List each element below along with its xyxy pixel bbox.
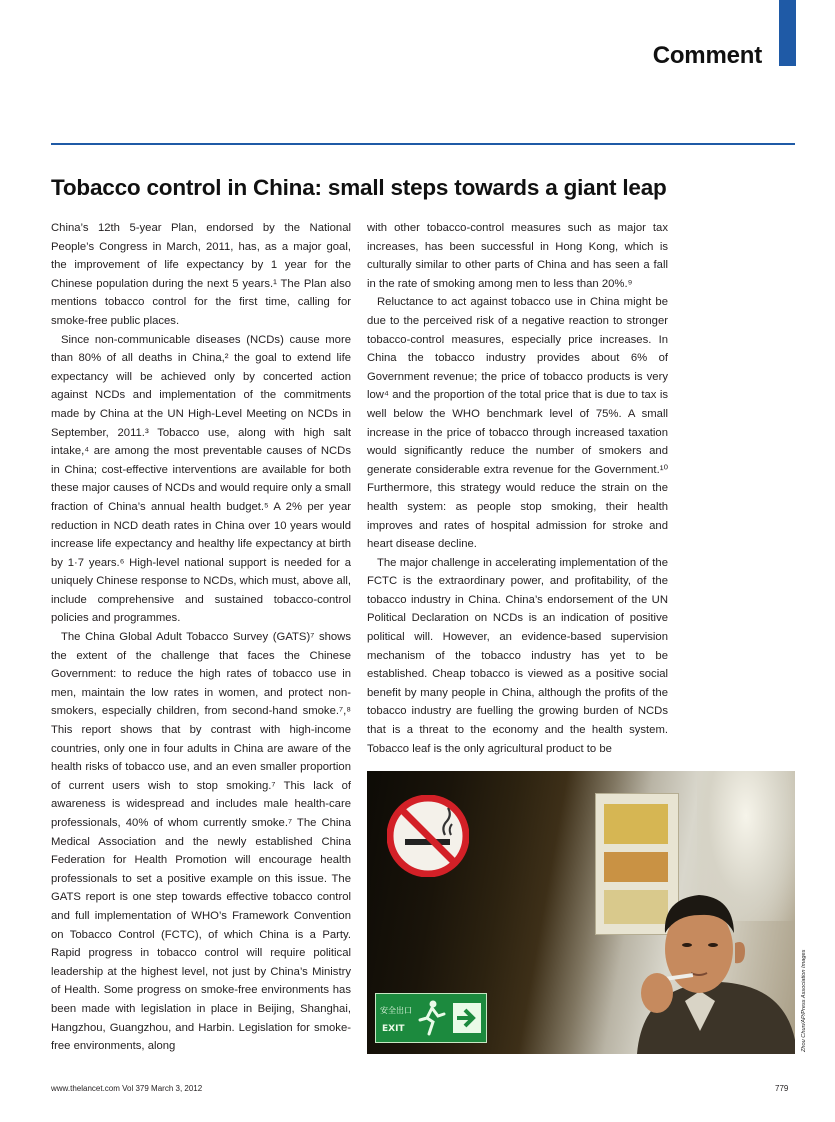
paragraph: The China Global Adult Tobacco Survey (GATS)⁷ shows the extent of the challenge that faces the Chinese Government: to reduce the high rates of tobacco use in men, maintain the low rates in women, and protect non-smokers, especially children, from second-hand smoke.⁷,⁸ This report shows that by contrast with high-income countries, only one in four adults in China are aware of the health risks of tobacco use, and an even smaller proportion of current users wish to stop smoking.⁷ This lack of awareness is widespread and includes male health-care professionals, 40% of whom currently smoke.⁷ The China Medical Association and the newly established China Federation for Health Promotion will encourage health professionals to set a positive example on this issue. The GATS report is one step towards effective tobacco control and full implementation of WHO’s Framework Convention on Tobacco Control (FCTC), of which China is a Party. Rapid progress in tobacco control will require political leadership at the highest level, not just by China’s Ministry of Health. Some progress on smoke-free environments has been made with legislation in place in Beijing, Shanghai, Hangzhou, Guangzhou, and Harbin. Legislation for smoke-free environments, along [51, 631, 351, 1053]
header-rule [51, 143, 795, 145]
paragraph: China’s 12th 5-year Plan, endorsed by the National People’s Congress in March, 2011, has, as a major goal, the improvement of life expectancy by 1 year for the Chinese population during the next 5 years.¹ The Plan also mentions tobacco control for the first time, calling for smoke-free public places. [51, 222, 351, 327]
section-label: Comment [652, 42, 762, 69]
paragraph: The major challenge in accelerating implementation of the FCTC is the extraordinary power, and profitability, of the tobacco industry in China. China’s endorsement of the UN Political Declaration on NCDs is an indication of positive political will. However, an evidence-based supervision mechanism of the tobacco industry has yet to be established. Cheap tobacco is viewed as a positive social benefit by many people in China, although the profits of the tobacco industry are fuelling the growing burden of NCDs that is a threat to the economy and the health system. Tobacco leaf is the only agricultural product to be [367, 556, 668, 755]
article-title: Tobacco control in China: small steps towards a giant leap [51, 175, 667, 200]
photo-credit: Zhou Chun/AP/Press Association Images [801, 949, 807, 1052]
article-column-left [51, 219, 351, 1057]
paragraph: with other tobacco-control measures such as major tax increases, has been successful in Hong Kong, which is culturally similar to other parts of China and has seen a fall in the rate of smoking among men to less than 20%.⁹ [367, 222, 668, 290]
no-smoking-sign-icon [387, 795, 469, 877]
exit-sign-chinese: 安全出口 [380, 1006, 412, 1015]
accent-bar [779, 0, 796, 66]
footer-page-number: 779 [775, 1084, 789, 1093]
exit-sign-icon [375, 993, 487, 1043]
smoking-man-figure [617, 871, 795, 1054]
footer-journal-info: www.thelancet.com Vol 379 March 3, 2012 [51, 1084, 203, 1093]
paragraph: Reluctance to act against tobacco use in China might be due to the perceived risk of a negative reaction to stronger tobacco-control measures, especially price increases. In China the tobacco industry provides about 6% of Government revenue; the price of tobacco products is very low⁴ and the proportion of the total price that is due to tax is well below the WHO benchmark level of 75%. A small increase in the price of tobacco through increased taxation would significantly reduce the number of smokers and generate considerable extra revenue for the Government.¹⁰ Furthermore, this strategy would reduce the strain on the health system: as people stop smoking, their health improves and rates of hospital admission for stroke and heart disease decline. [367, 296, 668, 551]
article-photo [367, 771, 795, 1054]
article-column-right [367, 219, 668, 759]
exit-sign-text: EXIT [382, 1024, 405, 1034]
paragraph: Since non-communicable diseases (NCDs) cause more than 80% of all deaths in China,² the goal to extend life expectancy will be achieved only by concerted action against NCDs and implementation of the commitments made by China at the UN High-Level Meeting on NCDs in September, 2011.³ Tobacco use, along with high salt intake,⁴ are among the most preventable causes of NCDs in China; cost-effective interventions are available for both these major causes of NCDs and would require only a small fraction of China’s annual health budget.⁵ A 2% per year reduction in NCD death rates in China over 10 years would increase life expectancy and healthy life expectancy at birth by 1·7 years.⁶ High-level national support is needed for a uniquely Chinese response to NCDs, which must, above all, include comprehensive and sustained tobacco-control policies and programmes. [51, 333, 351, 625]
